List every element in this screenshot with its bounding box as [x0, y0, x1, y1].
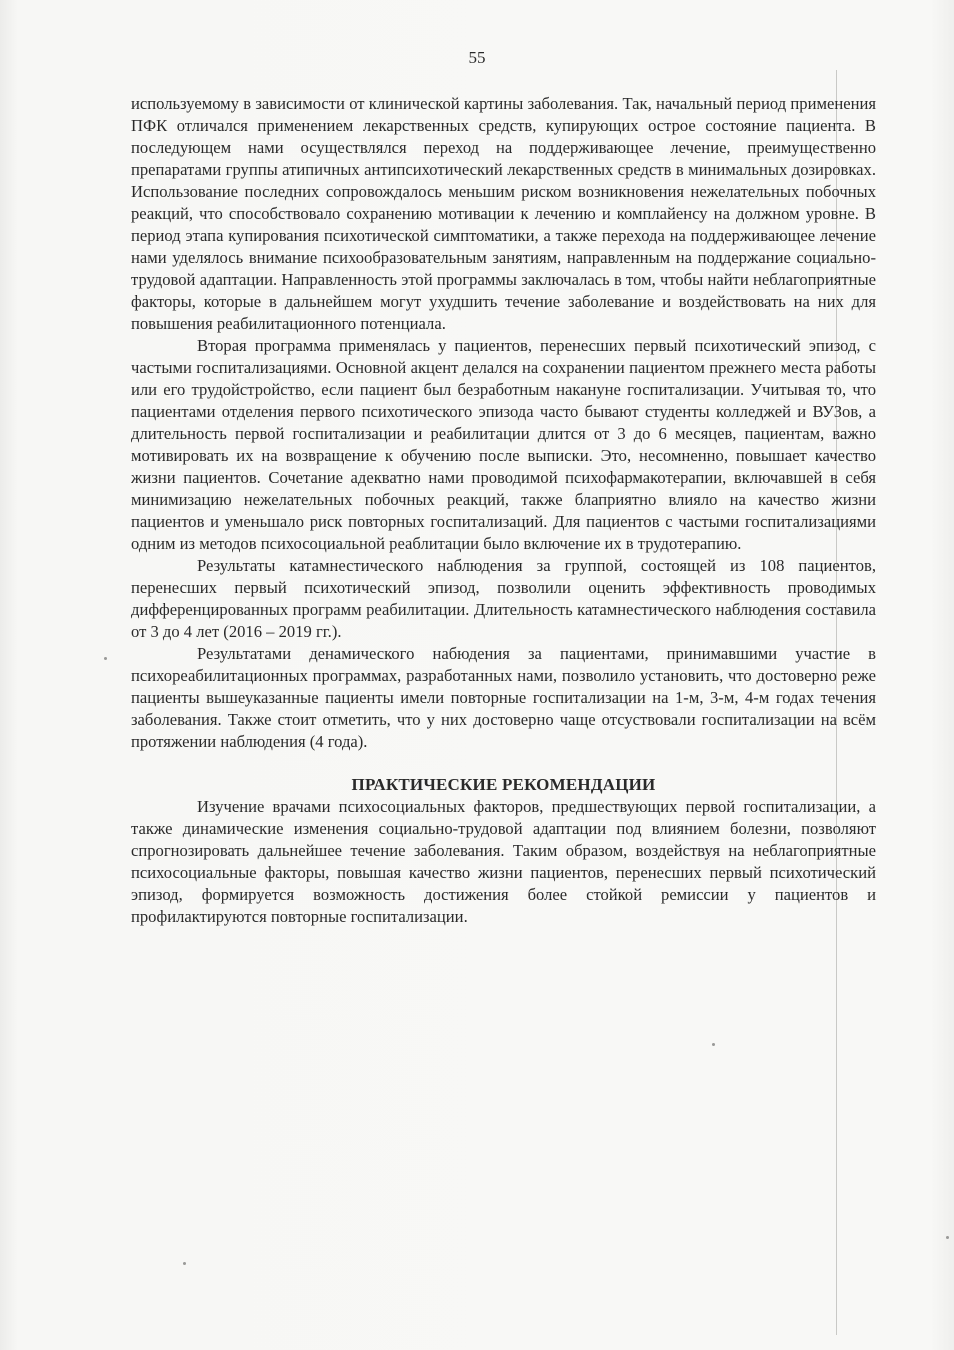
paragraph-catamnesis-results: Результаты катамнестического наблюдения за группой, состоящей из 108 пациентов, перенесших первый психотический эпизод, позволили оценить эффективность проводимых дифференцированных программ реабилитации. Длительность катамнестического наблюдения составила от 3 до 4 лет (2016 – 2019 гг.). [131, 556, 876, 641]
page-number: 55 [468, 48, 486, 67]
section-title: ПРАКТИЧЕСКИЕ РЕКОМЕНДАЦИИ [351, 775, 656, 794]
paragraph-second-program: Вторая программа применялась у пациентов, перенесших первый психотический эпизод, с частыми госпитализациями. Основной акцент делался на сохранении пациентом прежнего места работы или его трудойстройство, если пациент был безработным накануне госпитализации. Учитывая то, что пациентами отделения первого психотического эпизода часто бывают студенты колледжей и ВУЗов, а длительность первой госпитализации и реабилитации длится от 3 до 6 месяцев, пациентам, важно мотивировать их на возвращение к обучению после выписки. Это, несомненно, повышает качество жизни пациентов. Сочетание адекватно нами проводимой психофармакотерапии, включавшей в себя минимизацию нежелательных побочных реакций, также блаприятно влияло на качество жизни пациентов и уменьшало риск повторных госпитализаций. Для пациентов с частыми госпитализациями одним из методов психосоциальной реаблитации было включение их в трудотерапию. [131, 336, 876, 553]
paragraph-continuation: используемому в зависимости от клинической картины заболевания. Так, начальный период применения ПФК отличался применением лекарственных средств, купирующих острое состояние пациента. В последующем нами осуществлялся переход на поддерживающее лечение, преимущественно препаратами группы атипичных антипсихотический лекарственных средств в минимальных дозировках. Использование последних сопровождалось меньшим риском возникновения нежелательных побочных реакций, что способствовало сохранению мотивации к лечению и комплайенсу на должном уровне. В период этапа купирования психотической симптоматики, а также перехода на поддерживающее лечение нами уделялось внимание психообразовательным занятиям, направленным на поддержание социально-трудовой адаптации. Направленность этой программы заключалась в том, чтобы найти неблагоприятные факторы, которые в дальнейшем могут ухудшить течение заболевание и воздействовать на них для повышения реабилитационного потенциала. [131, 94, 876, 333]
paragraph-recommendations: Изучение врачами психосоциальных факторов, предшествующих первой госпитализации, а также динамические изменения социально-трудовой адаптации под влиянием болезни, позволяют спрогнозировать дальнейшее течение заболевания. Таким образом, воздействуя на неблагоприятные психосоциальные факторы, повышая качество жизни пациентов, перенесших первый психотический эпизод, формируется возможность достижения более стойкой ремиссии у пациентов и профилактируются повторные госпитализации. [131, 797, 876, 926]
paragraph-dynamic-observation: Результатами денамического набюдения за пациентами, принимавшими участие в психореабилитационных программах, разработанных нами, позволило установить, что достоверно реже пациенты вышеуказанные пациенты имели повторные госпитализации на 1-м, 3-м, 4-м годах течения заболевания. Также стоит отметить, что у них достоверно чаще отсуствовали госпитализации на всём протяжении наблюдения (4 года). [131, 644, 876, 751]
scan-speck [712, 1043, 715, 1046]
scan-speck [183, 1262, 186, 1265]
document-body [131, 93, 876, 928]
scan-speck [104, 657, 107, 660]
scan-speck [946, 1236, 949, 1239]
